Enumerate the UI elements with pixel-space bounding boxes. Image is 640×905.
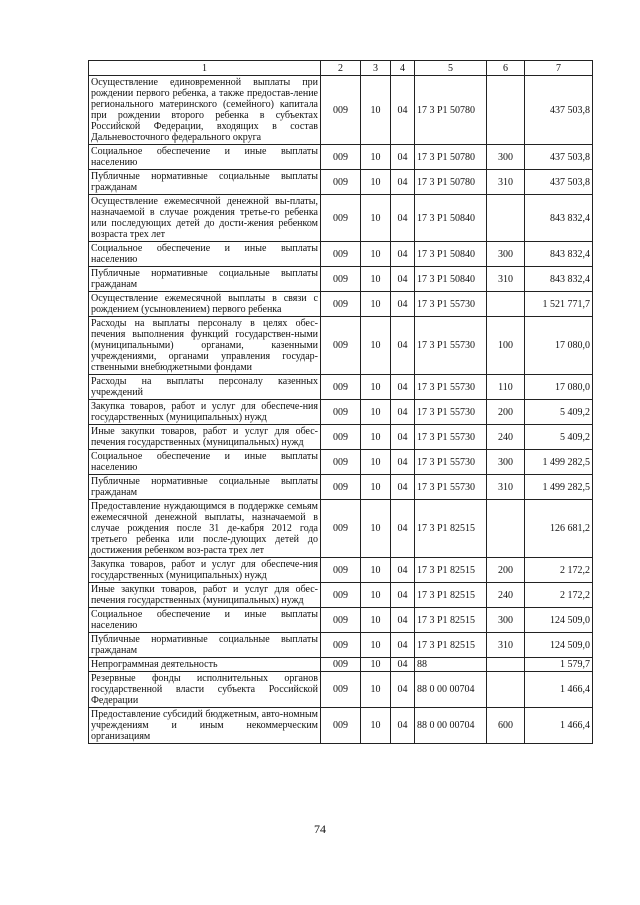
row-expense-type-cell: 300 <box>487 242 525 267</box>
row-section-cell: 10 <box>361 76 391 145</box>
row-section-cell: 10 <box>361 633 391 658</box>
row-section-cell: 10 <box>361 242 391 267</box>
row-expense-type-cell: 310 <box>487 170 525 195</box>
row-amount-cell: 437 503,8 <box>525 170 593 195</box>
row-ministry-code-cell: 009 <box>321 170 361 195</box>
row-name-cell: Публичные нормативные социальные выплаты гражданам <box>89 475 321 500</box>
row-ministry-code-cell: 009 <box>321 317 361 375</box>
row-ministry-code-cell: 009 <box>321 375 361 400</box>
table-row <box>89 195 593 242</box>
row-ministry-code-cell: 009 <box>321 145 361 170</box>
row-ministry-code-cell: 009 <box>321 708 361 744</box>
column-header-4: 4 <box>391 61 415 76</box>
row-expense-type-cell <box>487 672 525 708</box>
row-ministry-code-cell: 009 <box>321 195 361 242</box>
row-target-article-cell: 17 3 P1 82515 <box>415 558 487 583</box>
row-expense-type-cell: 310 <box>487 267 525 292</box>
row-section-cell: 10 <box>361 170 391 195</box>
row-section-cell: 10 <box>361 608 391 633</box>
row-section-cell: 10 <box>361 450 391 475</box>
row-subsection-cell: 04 <box>391 708 415 744</box>
row-subsection-cell: 04 <box>391 145 415 170</box>
row-subsection-cell: 04 <box>391 425 415 450</box>
row-amount-cell: 1 579,7 <box>525 658 593 672</box>
row-subsection-cell: 04 <box>391 267 415 292</box>
row-target-article-cell: 17 3 P1 82515 <box>415 500 487 558</box>
row-amount-cell: 124 509,0 <box>525 633 593 658</box>
row-amount-cell: 1 466,4 <box>525 708 593 744</box>
row-expense-type-cell: 110 <box>487 375 525 400</box>
row-subsection-cell: 04 <box>391 475 415 500</box>
row-target-article-cell: 17 3 P1 55730 <box>415 425 487 450</box>
row-section-cell: 10 <box>361 145 391 170</box>
row-section-cell: 10 <box>361 400 391 425</box>
row-amount-cell: 1 521 771,7 <box>525 292 593 317</box>
table-body <box>89 76 593 744</box>
table-row <box>89 292 593 317</box>
row-name-cell: Иные закупки товаров, работ и услуг для обес-печения государственных (муниципальных) нужд <box>89 425 321 450</box>
row-target-article-cell: 17 3 P1 50840 <box>415 195 487 242</box>
row-name-cell: Осуществление ежемесячной выплаты в связи с рождением (усыновлением) первого ребенка <box>89 292 321 317</box>
row-target-article-cell: 17 3 P1 55730 <box>415 292 487 317</box>
row-target-article-cell: 17 3 P1 50780 <box>415 145 487 170</box>
row-subsection-cell: 04 <box>391 375 415 400</box>
row-name-cell: Предоставление нуждающимся в поддержке семьям ежемесячной денежной выплаты, назначаемой в случае рождения после 31 де-кабря 2012 года третьего ребенка или после-дующих детей до достижения ребенком воз-раста трех лет <box>89 500 321 558</box>
row-expense-type-cell: 300 <box>487 145 525 170</box>
row-ministry-code-cell: 009 <box>321 76 361 145</box>
row-name-cell: Закупка товаров, работ и услуг для обеспече-ния государственных (муниципальных) нужд <box>89 400 321 425</box>
row-name-cell: Социальное обеспечение и иные выплаты населению <box>89 608 321 633</box>
row-amount-cell: 17 080,0 <box>525 375 593 400</box>
table-row <box>89 475 593 500</box>
column-header-3: 3 <box>361 61 391 76</box>
row-target-article-cell: 17 3 P1 55730 <box>415 475 487 500</box>
row-name-cell: Публичные нормативные социальные выплаты гражданам <box>89 170 321 195</box>
row-name-cell: Закупка товаров, работ и услуг для обеспече-ния государственных (муниципальных) нужд <box>89 558 321 583</box>
row-expense-type-cell: 600 <box>487 708 525 744</box>
row-amount-cell: 437 503,8 <box>525 145 593 170</box>
row-expense-type-cell <box>487 658 525 672</box>
row-ministry-code-cell: 009 <box>321 475 361 500</box>
row-subsection-cell: 04 <box>391 400 415 425</box>
table-header-row <box>89 61 593 76</box>
row-name-cell: Осуществление ежемесячной денежной вы-платы, назначаемой в случае рождения третье-го ребенка или последующих детей до дости-жения ребенком возраста трех лет <box>89 195 321 242</box>
row-subsection-cell: 04 <box>391 450 415 475</box>
row-section-cell: 10 <box>361 500 391 558</box>
row-expense-type-cell: 200 <box>487 558 525 583</box>
row-ministry-code-cell: 009 <box>321 583 361 608</box>
table-row <box>89 500 593 558</box>
row-name-cell: Резервные фонды исполнительных органов государственной власти субъекта Российской Федерации <box>89 672 321 708</box>
row-subsection-cell: 04 <box>391 558 415 583</box>
row-subsection-cell: 04 <box>391 170 415 195</box>
row-subsection-cell: 04 <box>391 317 415 375</box>
row-subsection-cell: 04 <box>391 500 415 558</box>
table-row <box>89 267 593 292</box>
row-ministry-code-cell: 009 <box>321 292 361 317</box>
row-section-cell: 10 <box>361 375 391 400</box>
table-row <box>89 170 593 195</box>
row-target-article-cell: 17 3 P1 55730 <box>415 317 487 375</box>
row-name-cell: Непрограммная деятельность <box>89 658 321 672</box>
table-row <box>89 425 593 450</box>
row-expense-type-cell <box>487 292 525 317</box>
row-amount-cell: 843 832,4 <box>525 195 593 242</box>
row-subsection-cell: 04 <box>391 195 415 242</box>
row-target-article-cell: 88 0 00 00704 <box>415 708 487 744</box>
column-header-1: 1 <box>89 61 321 76</box>
row-section-cell: 10 <box>361 708 391 744</box>
column-header-6: 6 <box>487 61 525 76</box>
row-name-cell: Предоставление субсидий бюджетным, авто-номным учреждениям и иным некоммерческим организациям <box>89 708 321 744</box>
row-expense-type-cell: 300 <box>487 450 525 475</box>
table-row <box>89 145 593 170</box>
row-expense-type-cell <box>487 195 525 242</box>
row-section-cell: 10 <box>361 558 391 583</box>
row-amount-cell: 437 503,8 <box>525 76 593 145</box>
row-section-cell: 10 <box>361 425 391 450</box>
row-section-cell: 10 <box>361 195 391 242</box>
row-subsection-cell: 04 <box>391 633 415 658</box>
row-section-cell: 10 <box>361 267 391 292</box>
row-target-article-cell: 17 3 P1 82515 <box>415 583 487 608</box>
table-row <box>89 608 593 633</box>
table-row <box>89 317 593 375</box>
row-expense-type-cell: 310 <box>487 633 525 658</box>
table-row <box>89 558 593 583</box>
table-row <box>89 583 593 608</box>
row-subsection-cell: 04 <box>391 672 415 708</box>
table-row <box>89 658 593 672</box>
row-subsection-cell: 04 <box>391 242 415 267</box>
row-expense-type-cell: 100 <box>487 317 525 375</box>
row-ministry-code-cell: 009 <box>321 267 361 292</box>
row-ministry-code-cell: 009 <box>321 400 361 425</box>
row-ministry-code-cell: 009 <box>321 558 361 583</box>
row-expense-type-cell: 310 <box>487 475 525 500</box>
column-header-5: 5 <box>415 61 487 76</box>
row-amount-cell: 1 499 282,5 <box>525 475 593 500</box>
table-row <box>89 375 593 400</box>
row-ministry-code-cell: 009 <box>321 633 361 658</box>
page-number: 74 <box>314 822 326 836</box>
row-amount-cell: 1 466,4 <box>525 672 593 708</box>
row-name-cell: Социальное обеспечение и иные выплаты населению <box>89 450 321 475</box>
table-row <box>89 708 593 744</box>
row-expense-type-cell: 240 <box>487 583 525 608</box>
row-section-cell: 10 <box>361 583 391 608</box>
row-name-cell: Расходы на выплаты персоналу в целях обес-печения выполнения функций государствен-ными (муниципальными) органами, казенными учреждениями, органами управления государ-ственными внебюджетными фондами <box>89 317 321 375</box>
row-ministry-code-cell: 009 <box>321 500 361 558</box>
row-target-article-cell: 17 3 P1 55730 <box>415 450 487 475</box>
row-name-cell: Социальное обеспечение и иные выплаты населению <box>89 145 321 170</box>
row-name-cell: Публичные нормативные социальные выплаты гражданам <box>89 267 321 292</box>
row-section-cell: 10 <box>361 317 391 375</box>
row-name-cell: Социальное обеспечение и иные выплаты населению <box>89 242 321 267</box>
row-name-cell: Публичные нормативные социальные выплаты гражданам <box>89 633 321 658</box>
table-row <box>89 76 593 145</box>
row-name-cell: Иные закупки товаров, работ и услуг для обес-печения государственных (муниципальных) нужд <box>89 583 321 608</box>
row-target-article-cell: 17 3 P1 50780 <box>415 170 487 195</box>
row-ministry-code-cell: 009 <box>321 450 361 475</box>
row-section-cell: 10 <box>361 672 391 708</box>
row-target-article-cell: 17 3 P1 50780 <box>415 76 487 145</box>
column-header-2: 2 <box>321 61 361 76</box>
row-target-article-cell: 17 3 P1 82515 <box>415 633 487 658</box>
row-amount-cell: 843 832,4 <box>525 242 593 267</box>
row-amount-cell: 843 832,4 <box>525 267 593 292</box>
budget-table <box>88 60 593 744</box>
row-subsection-cell: 04 <box>391 76 415 145</box>
row-amount-cell: 5 409,2 <box>525 425 593 450</box>
row-amount-cell: 5 409,2 <box>525 400 593 425</box>
table-row <box>89 242 593 267</box>
row-section-cell: 10 <box>361 292 391 317</box>
row-target-article-cell: 17 3 P1 82515 <box>415 608 487 633</box>
row-subsection-cell: 04 <box>391 292 415 317</box>
table-row <box>89 400 593 425</box>
row-target-article-cell: 17 3 P1 50840 <box>415 267 487 292</box>
row-expense-type-cell: 200 <box>487 400 525 425</box>
row-ministry-code-cell: 009 <box>321 242 361 267</box>
row-expense-type-cell <box>487 76 525 145</box>
row-amount-cell: 1 499 282,5 <box>525 450 593 475</box>
row-ministry-code-cell: 009 <box>321 425 361 450</box>
row-ministry-code-cell: 009 <box>321 608 361 633</box>
row-subsection-cell: 04 <box>391 583 415 608</box>
row-target-article-cell: 17 3 P1 55730 <box>415 400 487 425</box>
column-header-7: 7 <box>525 61 593 76</box>
row-expense-type-cell: 240 <box>487 425 525 450</box>
table-row <box>89 450 593 475</box>
row-expense-type-cell <box>487 500 525 558</box>
row-expense-type-cell: 300 <box>487 608 525 633</box>
row-amount-cell: 124 509,0 <box>525 608 593 633</box>
row-target-article-cell: 88 0 00 00704 <box>415 672 487 708</box>
row-section-cell: 10 <box>361 475 391 500</box>
row-subsection-cell: 04 <box>391 658 415 672</box>
row-target-article-cell: 17 3 P1 55730 <box>415 375 487 400</box>
table-row <box>89 672 593 708</box>
table-row <box>89 633 593 658</box>
row-section-cell: 10 <box>361 658 391 672</box>
row-subsection-cell: 04 <box>391 608 415 633</box>
row-amount-cell: 17 080,0 <box>525 317 593 375</box>
row-name-cell: Осуществление единовременной выплаты при рождении первого ребенка, а также предостав-ление регионального материнского (семейного) капитала при рождении второго ребенка в субъектах Российской Федерации, входящих в состав Дальневосточного федерального округа <box>89 76 321 145</box>
row-amount-cell: 2 172,2 <box>525 558 593 583</box>
row-target-article-cell: 88 <box>415 658 487 672</box>
row-ministry-code-cell: 009 <box>321 658 361 672</box>
row-target-article-cell: 17 3 P1 50840 <box>415 242 487 267</box>
row-amount-cell: 126 681,2 <box>525 500 593 558</box>
row-ministry-code-cell: 009 <box>321 672 361 708</box>
row-amount-cell: 2 172,2 <box>525 583 593 608</box>
row-name-cell: Расходы на выплаты персоналу казенных учреждений <box>89 375 321 400</box>
